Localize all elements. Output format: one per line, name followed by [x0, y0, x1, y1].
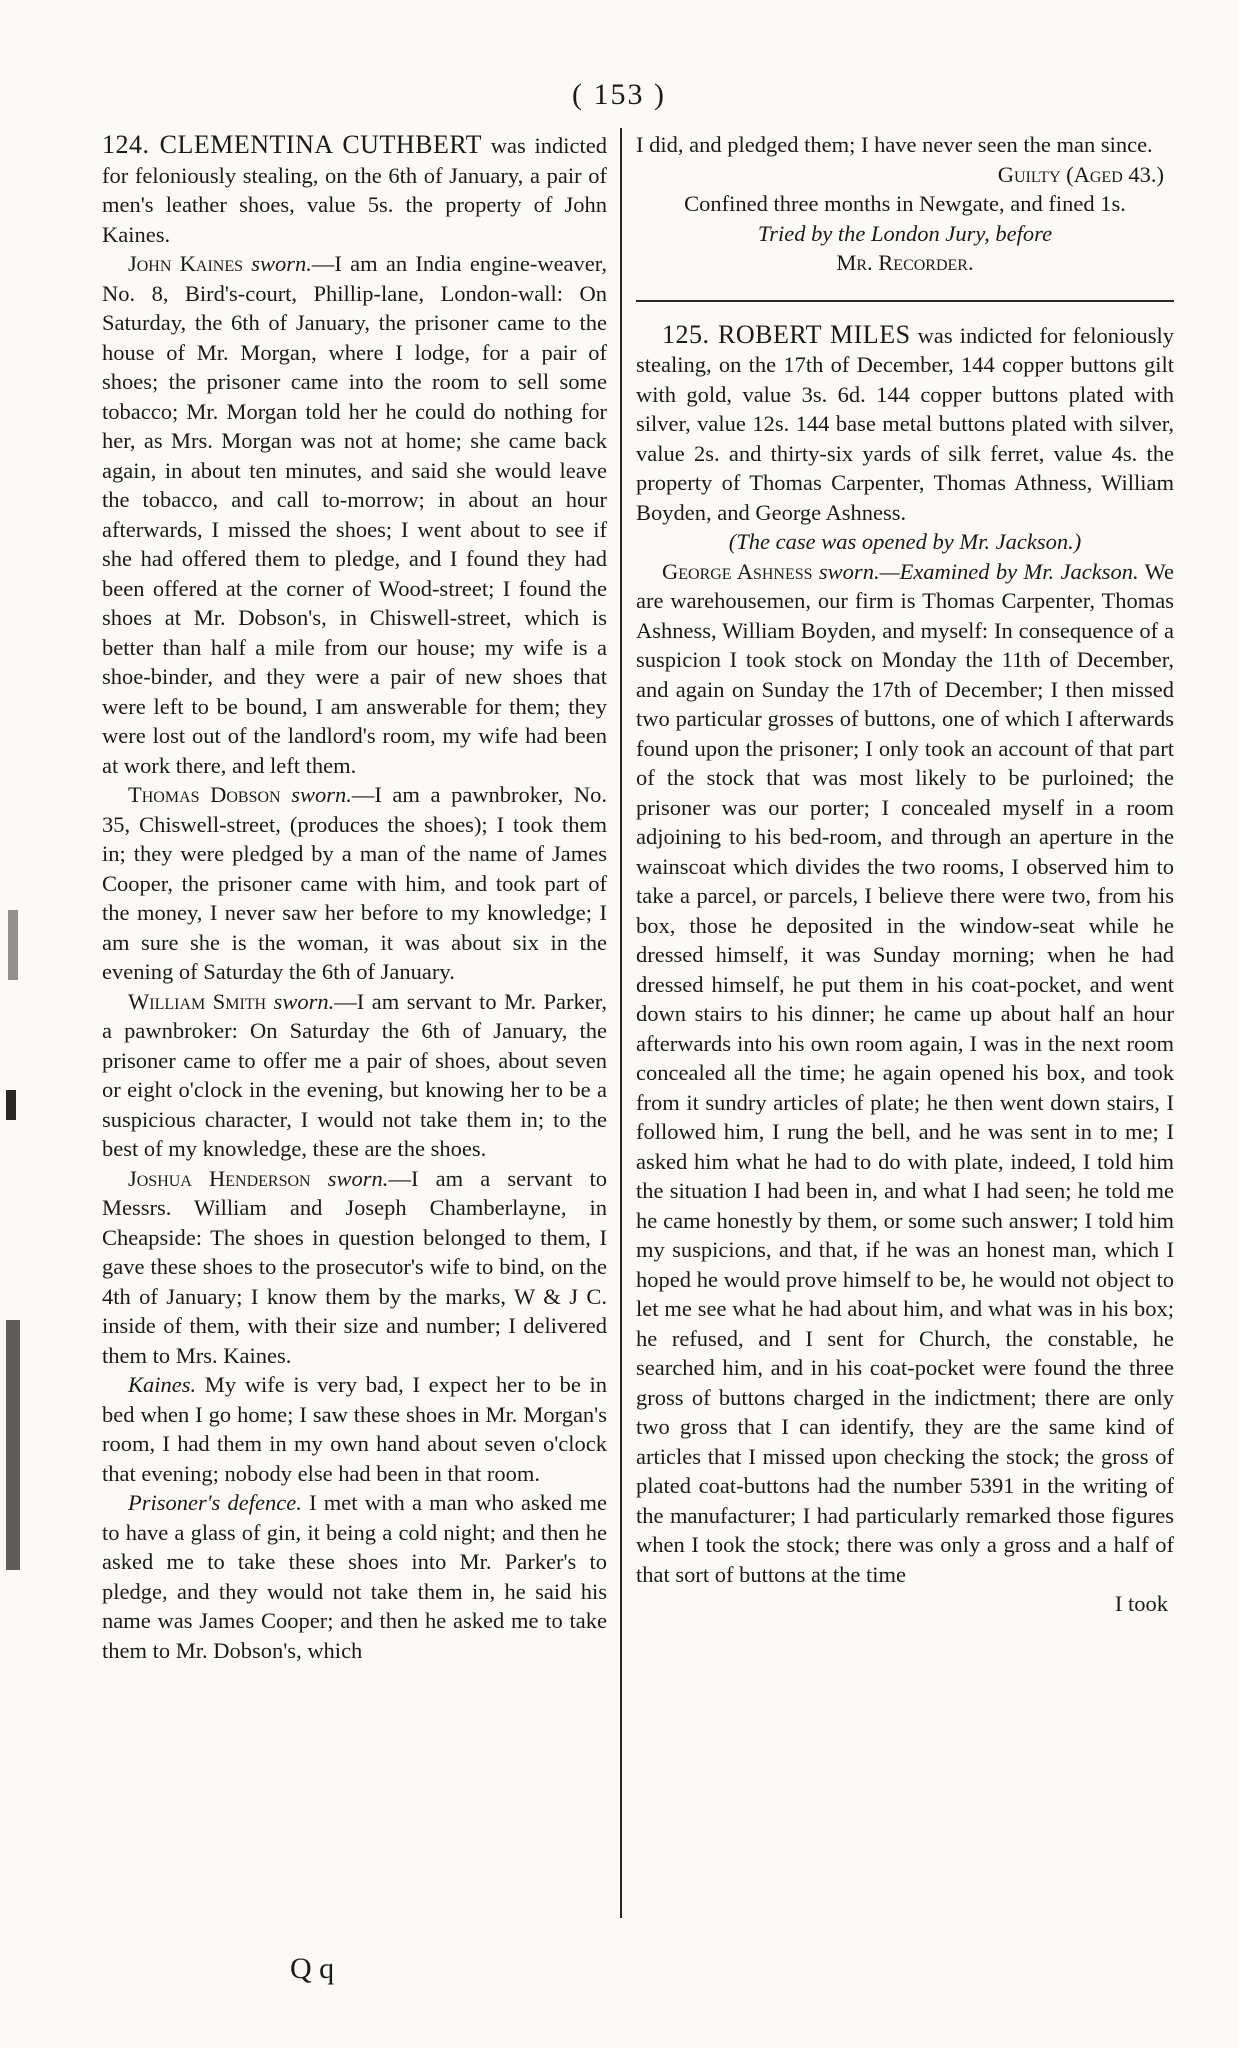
signature-mark: Q q [290, 1952, 335, 1985]
paragraph [102, 249, 607, 780]
paragraph [636, 557, 1174, 1590]
verdict: Guilty (Aged 43.) [997, 161, 1164, 187]
case-separator [636, 300, 1174, 302]
paragraph [102, 1488, 607, 1665]
sworn-label: sworn. [266, 988, 335, 1014]
case-heading: 124. CLEMENTINA CUTHBERT [102, 130, 482, 159]
sworn-label: sworn. [243, 251, 312, 276]
right-column [636, 130, 1174, 1619]
sworn-label: sworn. [280, 782, 352, 807]
paragraph-text: —I am servant to Mr. Parker, a pawnbroker: On Saturday the 6th of January, the prisoner came to offer me a pair of shoes, about seven or eight o'clock in the evening, but knowing her to be a suspicious character, I would not take them in; to the best of my knowledge, these are the shoes. [102, 988, 607, 1161]
paragraph-text: We are warehousemen, our firm is Thomas Carpenter, Thomas Ashness, William Boyden, and myself: In consequence of a suspicion I took stock on Monday the 11th of December, and again on Sunday the 17th of December; I then missed two particular grosses of buttons, one of which I afterwards found upon the prisoner; I only took an account of that part of the stock that was most likely to be purloined; the prisoner was our porter; I concealed myself in a room adjoining to his bed-room, and through an aperture in the wainscoat which divides the two rooms, I observed him to take a parcel, or parcels, I believe there were two, from his box, those he deposited in the window-seat while he dressed himself, it was Sunday morning; when he had dressed himself, he put them in his coat-pocket, and went down stairs to his dinner; he came up about half an hour afterwards into his own room again, I was in the next room concealed all the time; he again opened his box, and took from it sundry articles of plate; he then went down stairs, I followed him, I rung the bell, and he was sent in to me; I asked him what he had to do with plate, indeed, I told him the situation I had been in, and what I had seen; he told me he came honestly by them, or some such answer; I told him my suspicions, and that, if he was an honest man, which I hoped he would prove himself to be, he would not object to let me see what he had about him, and what was in his box; he refused, and I sent for Church, the constable, he searched him, and in his coat-pocket were found the three gross of buttons charged in the indictment; there are only two gross that I can identify, they are the same kind of articles that I missed upon checking the stock; the gross of plated coat-buttons had the number 5391 in the writing of the manufacturer; I had particularly remarked those figures when I took the stock; there was only a gross and a half of that sort of buttons at the time [636, 558, 1175, 1587]
scan-edge-mark [6, 1090, 16, 1120]
scan-edge-mark [8, 910, 18, 980]
case-note [636, 527, 1174, 557]
paragraph [102, 1370, 607, 1488]
sworn-label: sworn. [310, 1165, 389, 1191]
sentence: Confined three months in Newgate, and fined 1s. [684, 191, 1126, 216]
paragraph: I did, and pledged them; I have never seen the man since. [636, 132, 1153, 157]
paragraph-text: was indicted for feloniously stealing, on the 6th of January, a pair of men's leather shoes, value 5s. the property of John Kaines. [102, 133, 608, 247]
paragraph-text: —I am a pawnbroker, No. 35, Chiswell-street, (produces the shoes); I took them in; they were pledged by a man of the name of James Cooper, the prisoner came with him, and took part of the money, I never saw her before to my knowledge; I am sure she is the woman, it was about six in the evening of Saturday the 6th of January. [102, 782, 607, 984]
paragraph-text: —I am an India engine-weaver, No. 8, Bird's-court, Phillip-lane, London-wall: On Saturday, the 6th of January, the prisoner came to the house of Mr. Morgan, where I lodge, for a pair of shoes; the prisoner came into the room to sell some tobacco; Mr. Morgan told her he could do nothing for her, as Mrs. Morgan was not at home; she came back again, in about ten minutes, and said she would leave the tobacco, and call to-morrow; in about an hour afterwards, I missed the shoes; I went about to see if she had offered them to pledge, and I found they had been offered at the corner of Wood-street; I found the shoes at Mr. Dobson's, in Chiswell-street, which is better than half a mile from our house; my wife is a shoe-binder, and they were a pair of new shoes that were left to be bound, I am answerable for them; they were lost out of the landlord's room, my wife had been at work there, and left them. [102, 251, 607, 778]
speaker-label: Kaines. [128, 1372, 197, 1397]
tried-line [636, 219, 1174, 249]
catchword: I took [1114, 1591, 1168, 1616]
witness-name: William Smith [128, 988, 267, 1014]
witness-name: Joshua Henderson [128, 1165, 311, 1191]
speaker-label: Prisoner's defence. [128, 1490, 302, 1515]
paragraph-text: —I am a servant to Messrs. William and Joseph Chamberlayne, in Cheapside: The shoes in question belonged to them, I gave these shoes to the prosecutor's wife to bind, on the 4th of January; I know them by the marks, W & J C. inside of them, with their size and number; I delivered them to Mrs. Kaines. [102, 1165, 607, 1368]
witness-name: George Ashness [662, 558, 813, 584]
case-note-text: (The case was opened by Mr. Jackson.) [728, 529, 1082, 554]
paragraph [102, 1164, 607, 1371]
scan-edge-mark [6, 1320, 20, 1570]
paragraph [102, 780, 607, 987]
witness-name: John Kaines [128, 251, 244, 276]
column-divider [620, 128, 622, 1918]
left-column [102, 130, 607, 1665]
sworn-label: sworn.—Examined by Mr. Jackson. [812, 558, 1139, 584]
paragraph [636, 320, 1174, 528]
page-number: ( 153 ) [572, 78, 666, 111]
tried-judge: Mr. Recorder. [836, 250, 974, 275]
paragraph-text: was indicted for feloniously stealing, on the 17th of December, 144 copper buttons gilt with gold, value 3s. 6d. 144 copper buttons plated with silver, value 12s. 144 base metal buttons plated with silver, value 2s. and thirty-six yards of silk ferret, value 4s. the property of Thomas Carpenter, Thomas Athness, William Boyden, and George Ashness. [636, 322, 1174, 525]
paragraph [102, 130, 607, 249]
case-heading: 125. ROBERT MILES [662, 319, 911, 349]
paragraph-text: I met with a man who asked me to have a glass of gin, it being a cold night; and then he asked me to take these shoes into Mr. Parker's to pledge, and they would not take them in, he said his name was James Cooper; and then he asked me to take them to Mr. Dobson's, which [102, 1490, 607, 1663]
paragraph-text: My wife is very bad, I expect her to be in bed when I go home; I saw these shoes in Mr. Morgan's room, I had them in my own hand about seven o'clock that evening; nobody else had been in that room. [102, 1372, 607, 1486]
witness-name: Thomas Dobson [128, 782, 281, 807]
tried-text: Tried by the London Jury, before [757, 220, 1053, 246]
paragraph [102, 987, 607, 1164]
